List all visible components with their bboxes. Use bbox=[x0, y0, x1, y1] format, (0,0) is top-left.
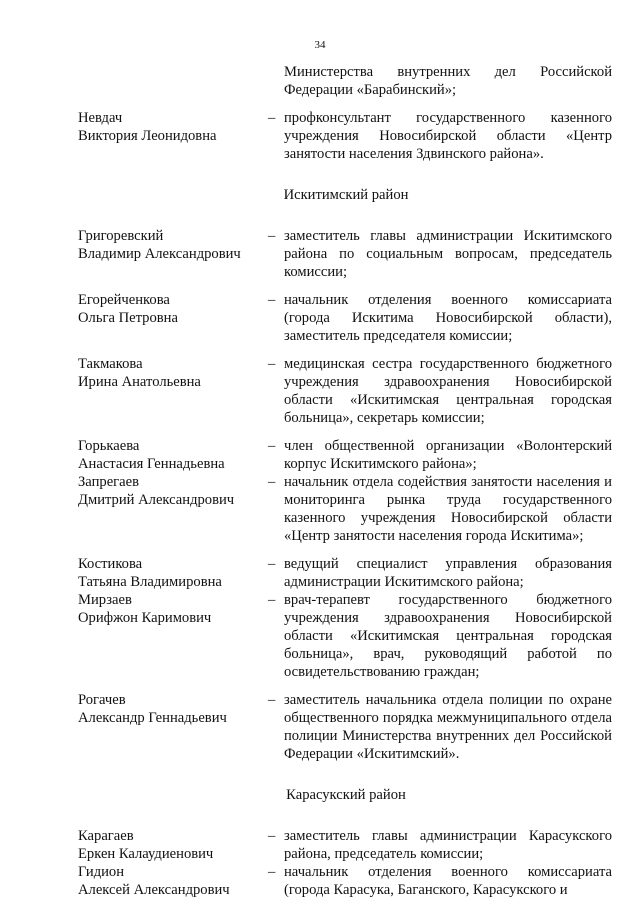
member-given-name: Виктория Леонидовна bbox=[78, 128, 217, 144]
member-given-name: Еркен Калаудиенович bbox=[78, 846, 214, 862]
member-role: начальник отделения военного комиссариата (города Искитима Новосибирской области), заместитель председателя комиссии; bbox=[284, 292, 612, 344]
member-role: врач-терапевт государственного бюджетного учреждения здравоохранения Новосибирской области «Искитимская центральная городская больница», врач, руководящий работой по освидетельствованию граждан; bbox=[284, 592, 612, 680]
dash: – bbox=[268, 556, 276, 572]
member-entry bbox=[78, 355, 612, 427]
member-surname: Егорейченкова bbox=[78, 292, 170, 308]
member-entry bbox=[78, 555, 612, 591]
dash: – bbox=[268, 474, 276, 490]
member-surname: Карагаев bbox=[78, 828, 134, 844]
member-name bbox=[78, 863, 268, 899]
member-given-name: Ольга Петровна bbox=[78, 310, 178, 326]
member-surname: Гидион bbox=[78, 864, 125, 880]
member-name bbox=[78, 555, 268, 591]
member-surname: Григоревский bbox=[78, 228, 164, 244]
member-given-name: Татьяна Владимировна bbox=[78, 574, 222, 590]
member-given-name: Ирина Анатольевна bbox=[78, 374, 201, 390]
dash: – bbox=[268, 592, 276, 608]
member-role: член общественной организации «Волонтерский корпус Искитимского района»; bbox=[284, 438, 612, 472]
member-role: начальник отдела содействия занятости населения и мониторинга рынка труда государственного казенного учреждения Новосибирской области «Центр занятости населения города Искитима»; bbox=[284, 474, 612, 544]
member-name bbox=[78, 437, 268, 473]
dash: – bbox=[268, 356, 276, 372]
member-entry bbox=[78, 437, 612, 473]
member-surname: Рогачев bbox=[78, 692, 126, 708]
dash: – bbox=[268, 438, 276, 454]
member-role: заместитель главы администрации Карасукского района, председатель комиссии; bbox=[284, 828, 612, 862]
member-name bbox=[78, 355, 268, 391]
document-body bbox=[78, 63, 612, 899]
dash: – bbox=[268, 110, 276, 126]
member-name bbox=[78, 591, 268, 627]
page-number: 34 bbox=[314, 39, 326, 51]
member-entry bbox=[78, 227, 612, 281]
member-name bbox=[78, 109, 268, 145]
member-name bbox=[78, 691, 268, 727]
dash: – bbox=[268, 692, 276, 708]
continuation-row bbox=[78, 63, 612, 99]
dash: – bbox=[268, 292, 276, 308]
member-surname: Такмакова bbox=[78, 356, 143, 372]
section-heading-karasuk: Карасукский район bbox=[286, 787, 406, 803]
member-surname: Горькаева bbox=[78, 438, 140, 454]
member-role: профконсультант государственного казенного учреждения Новосибирской области «Центр занятости населения Здвинского района». bbox=[284, 110, 612, 162]
member-role: заместитель главы администрации Искитимского района по социальным вопросам, председатель комиссии; bbox=[284, 228, 612, 280]
member-given-name: Алексей Александрович bbox=[78, 882, 230, 898]
dash: – bbox=[268, 864, 276, 880]
member-entry bbox=[78, 291, 612, 345]
member-entry bbox=[78, 863, 612, 899]
member-name bbox=[78, 473, 268, 509]
member-role: медицинская сестра государственного бюджетного учреждения здравоохранения Новосибирской области «Искитимская центральная городская больница», секретарь комиссии; bbox=[284, 356, 612, 426]
section-heading-iskitim: Искитимский район bbox=[283, 187, 409, 203]
member-surname: Невдач bbox=[78, 110, 123, 126]
member-surname: Запрегаев bbox=[78, 474, 140, 490]
member-entry bbox=[78, 691, 612, 763]
member-given-name: Анастасия Геннадьевна bbox=[78, 456, 225, 472]
member-role: начальник отделения военного комиссариата (города Карасука, Баганского, Карасукского и bbox=[284, 864, 612, 898]
member-entry bbox=[78, 827, 612, 863]
member-entry bbox=[78, 109, 612, 163]
continuation-text: Министерства внутренних дел Российской Федерации «Барабинский»; bbox=[284, 64, 612, 98]
dash: – bbox=[268, 828, 276, 844]
member-entry bbox=[78, 473, 612, 545]
member-name bbox=[78, 291, 268, 327]
member-given-name: Орифжон Каримович bbox=[78, 610, 212, 626]
member-given-name: Владимир Александрович bbox=[78, 246, 241, 262]
member-role: ведущий специалист управления образования администрации Искитимского района; bbox=[284, 556, 612, 590]
member-role: заместитель начальника отдела полиции по охране общественного порядка межмуниципального отдела полиции Министерства внутренних дел Российской Федерации «Искитимский». bbox=[284, 692, 612, 762]
dash: – bbox=[268, 228, 276, 244]
member-given-name: Дмитрий Александрович bbox=[78, 492, 235, 508]
member-surname: Мирзаев bbox=[78, 592, 132, 608]
member-name bbox=[78, 227, 268, 263]
member-surname: Костикова bbox=[78, 556, 143, 572]
member-entry bbox=[78, 591, 612, 681]
member-given-name: Александр Геннадьевич bbox=[78, 710, 227, 726]
member-name bbox=[78, 827, 268, 863]
